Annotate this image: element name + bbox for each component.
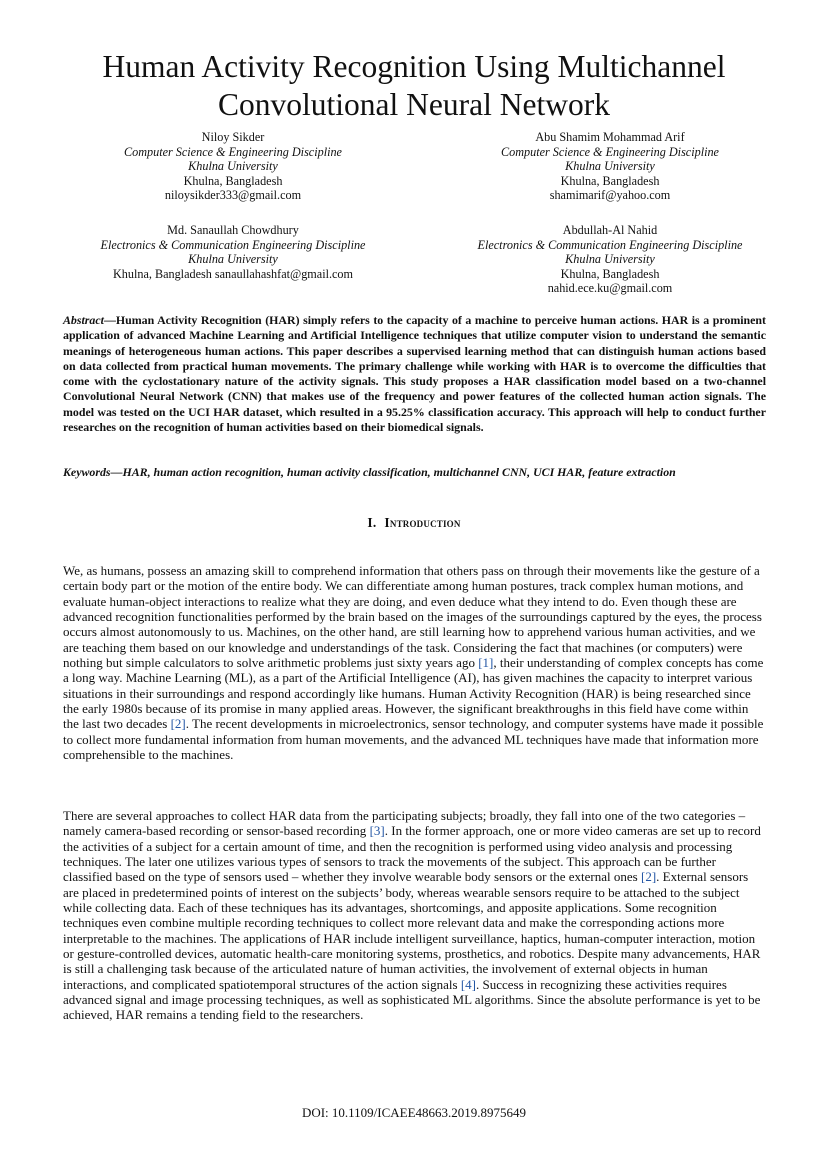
author-email: shamimarif@yahoo.com (549, 188, 671, 203)
author-university: Khulna University (565, 252, 655, 267)
author-location: Khulna, Bangladesh (560, 173, 660, 188)
citation-link[interactable]: [2] (640, 869, 657, 885)
author-university: Khulna University (188, 159, 278, 174)
author-name: Niloy Sikder (201, 130, 265, 144)
author-department: Computer Science & Engineering Discipline (501, 144, 719, 159)
text-run: . External sensors are placed in predetermined points of interest on the subjects’ body, whereas wearable sensors require to be attached to the subject while collecting data. Each of these techniques has its advantages, shortcomings, and apposite applications. Some recognition techniques even combine multiple recording techniques to collect more relevant data and make the corresponding actions more interpretable to the machines. The applications of HAR include intelligent surveillance, haptics, human-computer interaction, motion or gesture-controlled devices, automatic health-care monitoring systems, prosthetics, and robotics. Despite many advancements, HAR is still a challenging task because of the articulated nature of human activities, the involvement of external objects in human interactions, and complicated spatiotemporal structures of the action signals (63, 869, 761, 992)
author-name: Abdullah-Al Nahid (562, 223, 658, 237)
author-block-2 (430, 130, 790, 203)
author-location: Khulna, Bangladesh (183, 173, 283, 188)
doi-footer: DOI: 10.1109/ICAEE48663.2019.8975649 (301, 1105, 527, 1120)
keywords: Keywords—HAR, human action recognition, human activity classification, multichannel CNN, UCI HAR, feature extraction (63, 465, 676, 479)
author-department: Electronics & Communication Engineering Discipline (477, 237, 743, 252)
author-name: Md. Sanaullah Chowdhury (167, 223, 299, 237)
citation-link[interactable]: [1] (478, 655, 494, 671)
text-run: . The recent developments in microelectronics, sensor technology, and computer systems have made it possible to collect more fundamental information from human movements, and the advanced ML techniques have made that information more comprehensible to the machines. (63, 716, 764, 763)
abstract (63, 313, 766, 435)
text-run: . Success in recognizing these activities requires advanced signal and image processing techniques, as well as sophisticated ML algorithms. Since the absolute performance is yet to be achieved, HAR remains a tending field to the researchers. (63, 976, 761, 1023)
author-email: nahid.ece.ku@gmail.com (547, 281, 673, 296)
section-heading (0, 515, 828, 531)
title-line-2: Convolutional Neural Network (218, 87, 610, 122)
text-run: We, as humans, possess an amazing skill to comprehend information that others pass on through their movements like the gesture of a certain body part or the motion of the entire body. We can differentiate among human postures, track complex human motions, and evaluate human-object interactions to realize what they are doing, and even deduce what they intend to do. Even though these are advanced recognition functionalities performed by the brain based on the images of the surroundings captured by the eyes, the process occurs almost autonomously to us. Machines, on the other hand, are still learning how to apprehend various human activities, and we are teaching them based on our knowledge and understandings of the task. Considering the fact that machines (or computers) were nothing but simple calculators to solve arithmetic problems just sixty years ago (63, 563, 762, 671)
author-block-1 (53, 130, 413, 203)
author-email: niloysikder333@gmail.com (164, 188, 302, 203)
author-block-4 (430, 223, 790, 296)
citation-link[interactable]: [4] (460, 976, 476, 992)
section-title: Introduction (384, 515, 461, 530)
author-location: Khulna, Bangladesh (560, 266, 660, 281)
title-line-1: Human Activity Recognition Using Multichannel (102, 49, 726, 84)
author-location: Khulna, Bangladesh sanaullahashfat@gmail.com (112, 266, 353, 281)
section-number: I. (367, 515, 377, 530)
author-department: Electronics & Communication Engineering Discipline (100, 237, 366, 252)
author-block-3 (53, 223, 413, 281)
abstract-text: —Human Activity Recognition (HAR) simply refers to the capacity of a machine to perceive human actions. HAR is a prominent application of advanced Machine Learning and Artificial Intelligence techniques that utilize computer vision to understand the semantic meanings of heterogeneous human actions. This paper describes a supervised learning method that can distinguish human actions based on data collected from practical human movements. The primary challenge while working with HAR is to overcome the difficulties that come with the cyclostationary nature of the activity signals. This study proposes a HAR classification model based on a two-channel Convolutional Neural Network (CNN) that makes use of the frequency and power features of the collected human action signals. The model was tested on the UCI HAR dataset, which resulted in a 95.25% classification accuracy. This approach will help to conduct further researches on the recognition of human activities based on their biomedical signals. (63, 313, 766, 435)
author-department: Computer Science & Engineering Discipline (124, 144, 342, 159)
text-run: There are several approaches to collect HAR data from the participating subjects; broadly, they fall into one of the two categories – namely camera-based recording or sensor-based recording (63, 808, 746, 839)
text-run: . In the former approach, one or more video cameras are set up to record the activities of a subject for a certain amount of time, and then the recognition is performed using video analysis and processing techniques. The later one utilizes various types of sensors to track the movements of the subject. This approach can be further classified based on the type of sensors used – whether they involve wearable body sensors or the external ones (63, 823, 761, 885)
author-university: Khulna University (188, 252, 278, 267)
citation-link[interactable]: [3] (369, 823, 385, 839)
author-university: Khulna University (565, 159, 655, 174)
text-run: , their understanding of complex concepts has come a long way. Machine Learning (ML), as a part of the Artificial Intelligence (AI), has given machines the capacity to interpret various situations in their surroundings and respond accordingly like humans. Human Activity Recognition (HAR) is being researched since the early 1980s because of its promise in many applied areas. However, the significant breakthroughs in this field have come within the last two decades (63, 655, 764, 732)
intro-paragraph-2 (63, 808, 766, 1023)
paper-title (0, 48, 828, 124)
abstract-lead: Abstract (63, 313, 104, 327)
citation-link[interactable]: [2] (170, 716, 186, 732)
intro-paragraph-1 (63, 563, 766, 762)
author-name: Abu Shamim Mohammad Arif (535, 130, 685, 144)
